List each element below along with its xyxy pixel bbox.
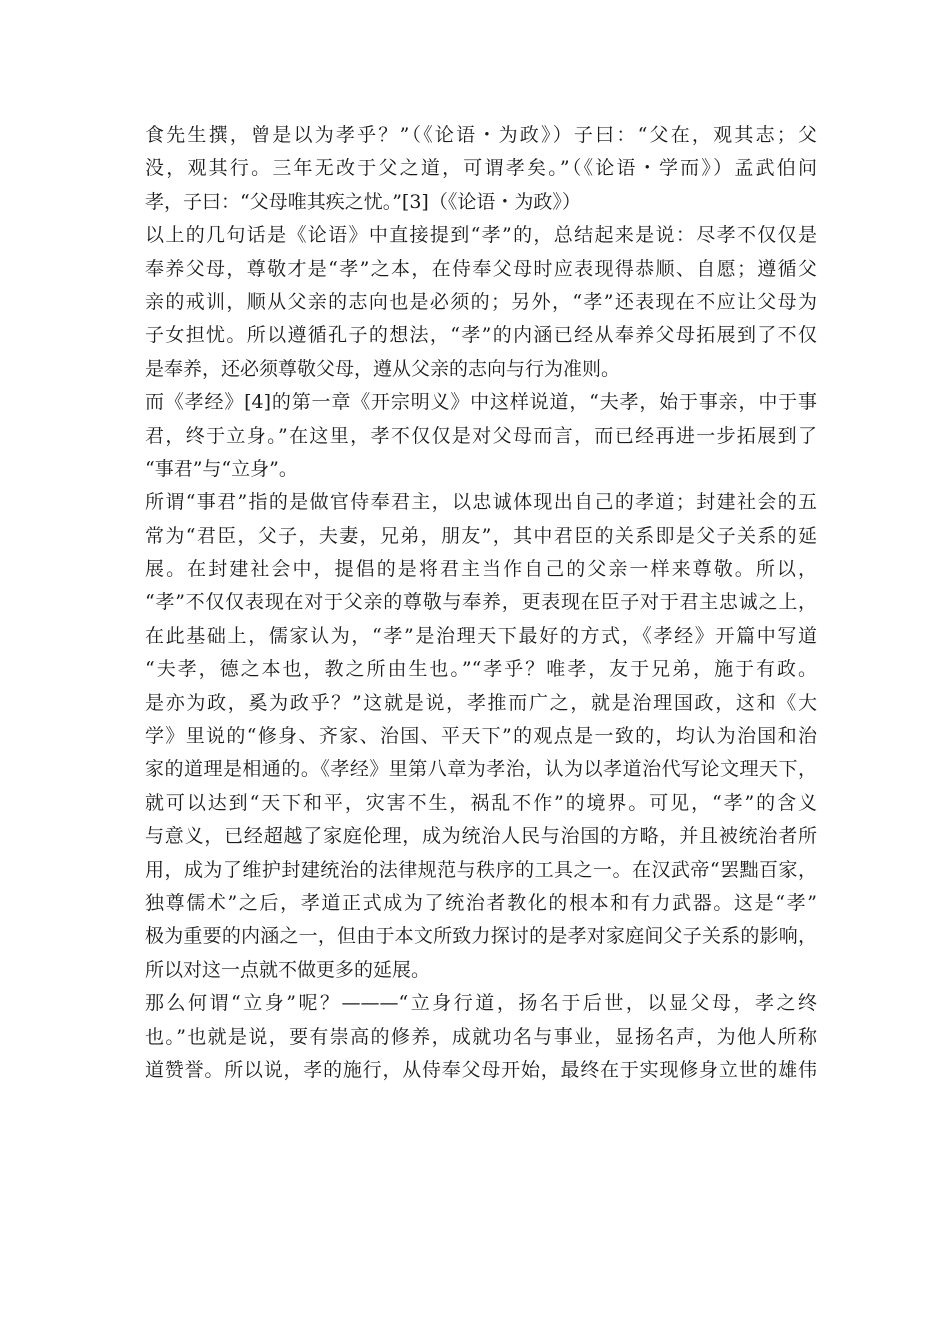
text-line: 道赞誉。所以说，孝的施行，从侍奉父母开始，最终在于实现修身立世的雄伟 — [145, 1058, 817, 1081]
text-line: 子女担忧。所以遵循孔子的想法，“孝”的内涵已经从奉养父母拓展到了不仅 — [145, 324, 817, 347]
paragraph-4 — [145, 486, 817, 987]
text-line: 就可以达到“天下和平，灾害不生，祸乱不作”的境界。可见，“孝”的含义 — [145, 791, 817, 814]
text-line: 亲的戒训，顺从父亲的志向也是必须的；另外，“孝”还表现在不应让父母为 — [145, 290, 817, 313]
text-line: 是亦为政，奚为政乎？”这就是说，孝推而广之，就是治理国政，这和《大 — [145, 691, 817, 714]
paragraph-5 — [145, 987, 817, 1087]
text-line: 与意义，已经超越了家庭伦理，成为统治人民与治国的方略，并且被统治者所 — [145, 825, 817, 848]
text-line: 食先生撰，曾是以为孝乎？”（《论语・为政》）子曰：“父在，观其志；父 — [145, 124, 817, 146]
text-line: 常为“君臣，父子，夫妻，兄弟，朋友”，其中君臣的关系即是父子关系的延 — [145, 524, 817, 547]
text-line: 家的道理是相通的。《孝经》里第八章为孝治，认为以孝道治代写论文理天下， — [145, 758, 817, 781]
paragraph-3 — [145, 386, 817, 486]
text-line: 在此基础上，儒家认为，“孝”是治理天下最好的方式，《孝经》开篇中写道 — [145, 624, 817, 647]
text-line: 所以对这一点就不做更多的延展。 — [145, 958, 431, 981]
text-line: 奉养父母，尊敬才是“孝”之本，在侍奉父母时应表现得恭顺、自愿；遵循父 — [145, 257, 817, 280]
text-line: 是奉养，还必须尊敬父母，遵从父亲的志向与行为准则。 — [145, 357, 621, 380]
text-line: “夫孝，德之本也，教之所由生也。”“孝乎？唯孝，友于兄弟，施于有政。 — [145, 658, 817, 681]
paragraph-2 — [145, 219, 817, 386]
text-line: “事君”与“立身”。 — [145, 457, 298, 480]
text-line: 没，观其行。三年无改于父之道，可谓孝矣。”（《论语・学而》）孟武伯问 — [145, 157, 817, 180]
text-line: 也。”也就是说，要有崇高的修养，成就功名与事业，显扬名声，为他人所称 — [145, 1025, 817, 1048]
text-line: 极为重要的内涵之一，但由于本文所致力探讨的是孝对家庭间父子关系的影响， — [145, 925, 817, 948]
text-line: 学》里说的“修身、齐家、治国、平天下”的观点是一致的，均认为治国和治 — [145, 725, 817, 748]
text-line: 独尊儒术”之后，孝道正式成为了统治者教化的根本和有力武器。这是“孝” — [145, 891, 817, 914]
text-line: 而《孝经》[4]的第一章《开宗明义》中这样说道，“夫孝，始于事亲，中于事 — [145, 391, 817, 414]
text-line: 展。在封建社会中，提倡的是将君主当作自己的父亲一样来尊敬。所以， — [145, 558, 817, 581]
text-line: 孝，子曰：“父母唯其疾之忧。”[3]（《论语・为政》） — [145, 190, 581, 213]
document-body — [145, 119, 817, 1087]
text-line: 以上的几句话是《论语》中直接提到“孝”的，总结起来是说：尽孝不仅仅是 — [145, 224, 817, 247]
text-line: 用，成为了维护封建统治的法律规范与秩序的工具之一。在汉武帝“罢黜百家， — [145, 858, 817, 881]
text-line: 那么何谓“立身”呢？———“立身行道，扬名于后世，以显父母，孝之终 — [145, 992, 817, 1015]
text-line: “孝”不仅仅表现在对于父亲的尊敬与奉养，更表现在臣子对于君主忠诚之上， — [145, 591, 817, 614]
text-line: 所谓“事君”指的是做官侍奉君主，以忠诚体现出自己的孝道；封建社会的五 — [145, 491, 817, 514]
paragraph-1 — [145, 119, 817, 219]
text-line: 君，终于立身。”在这里，孝不仅仅是对父母而言，而已经再进一步拓展到了 — [145, 424, 817, 447]
